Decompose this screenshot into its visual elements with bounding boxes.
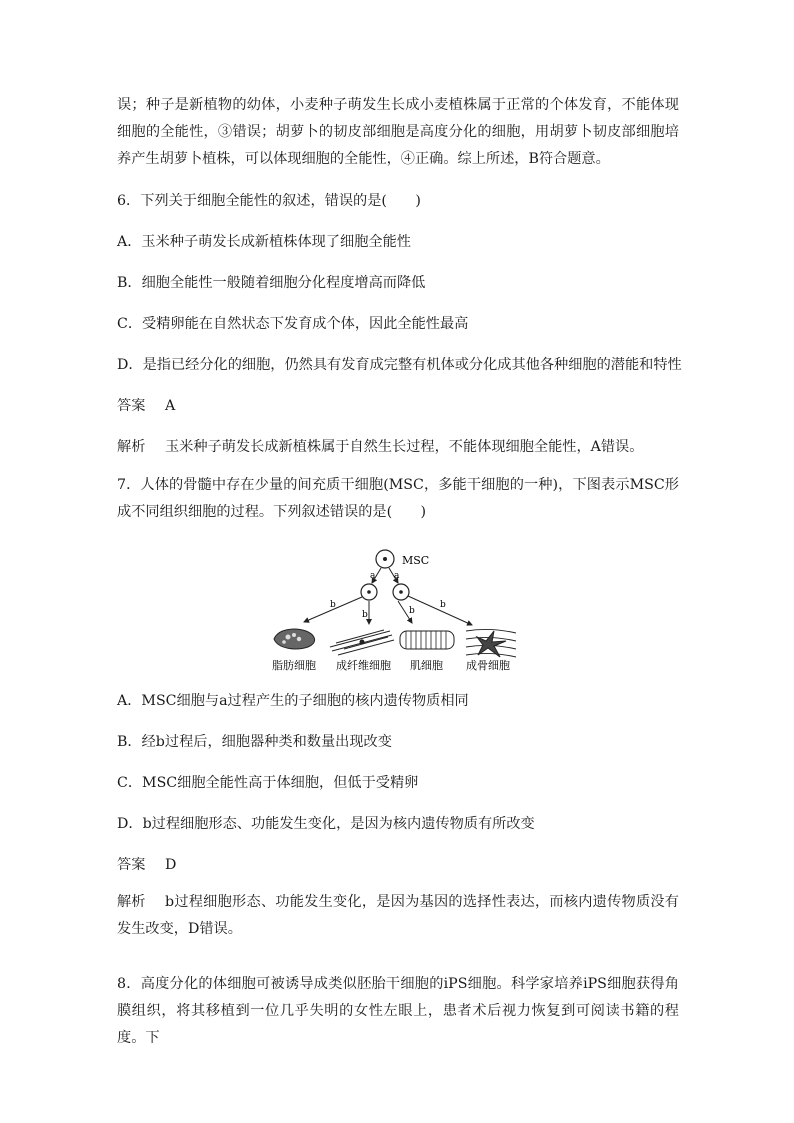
arrow-b-label-4: b (440, 600, 446, 610)
intro-paragraph: 误；种子是新植物的幼体，小麦种子萌发生长成小麦植株属于正常的个体发育，不能体现细胞的全能性，③错误；胡萝卜的韧皮部细胞是高度分化的细胞，用胡萝卜韧皮部细胞培养产生胡萝卜植株，可以体现细胞的全能性，④正确。综上所述，B符合题意。 (117, 97, 679, 167)
cell-label-muscle: 肌细胞 (410, 659, 443, 672)
analysis-text: b过程细胞形态、功能发生变化，是因为基因的选择性表达，而核内遗传物质没有发生改变，D错误。 (117, 894, 679, 937)
analysis-text: 玉米种子萌发长成新植株属于自然生长过程，不能体现细胞全能性，A错误。 (165, 439, 644, 455)
arrow-b-label-2: b (362, 610, 368, 620)
msc-nucleus (383, 557, 387, 561)
cell-label-fibroblast: 成纤维细胞 (336, 659, 391, 672)
arrow-a-label: a (370, 571, 376, 581)
daughter-nucleus-right (399, 590, 403, 594)
q7-answer (117, 854, 176, 874)
q7-option-c: C．MSC细胞全能性高于体细胞，但低于受精卵 (117, 775, 419, 791)
fat-droplet (292, 633, 296, 637)
q7-option-b: B．经b过程后，细胞器种类和数量出现改变 (117, 734, 392, 750)
q7-option-d: D．b过程细胞形态、功能发生变化，是因为核内遗传物质有所改变 (117, 816, 535, 832)
arrow-b-label-1: b (330, 600, 336, 610)
msc-label: MSC (402, 554, 430, 567)
q6-option-b: B．细胞全能性一般随着细胞分化程度增高而降低 (117, 275, 426, 291)
msc-differentiation-figure (272, 547, 522, 672)
fat-droplet (282, 640, 286, 644)
answer-label: 答案 (117, 857, 146, 873)
q6-option-c: C．受精卵能在自然状态下发育成个体，因此全能性最高 (117, 316, 469, 332)
arrow-b-label-3: b (409, 606, 415, 616)
q7-option-a: A．MSC细胞与a过程产生的子细胞的核内遗传物质相同 (117, 693, 469, 709)
fat-droplet (297, 637, 301, 641)
q6-option-a: A．玉米种子萌发长成新植株体现了细胞全能性 (117, 234, 411, 250)
analysis-label: 解析 (117, 894, 146, 910)
q6-analysis (117, 436, 643, 456)
q6-answer (117, 395, 175, 415)
q7-analysis (117, 889, 679, 943)
daughter-nucleus-left (367, 590, 371, 594)
fat-cell-shape (274, 629, 315, 649)
analysis-label: 解析 (117, 439, 146, 455)
muscle-cell-shape (400, 631, 454, 649)
q6-stem: 6．下列关于细胞全能性的叙述，错误的是( ) (117, 193, 421, 209)
arrow-a-label-2: a (394, 571, 400, 581)
cell-label-fat: 脂肪细胞 (272, 659, 316, 672)
q6-option-d: D．是指已经分化的细胞，仍然具有发育成完整有机体或分化成其他各种细胞的潜能和特性 (117, 357, 682, 373)
answer-value: D (165, 857, 177, 873)
q7-stem: 7．人体的骨髓中存在少量的间充质干细胞(MSC，多能干细胞的一种)，下图表示MSC形成不同组织细胞的过程。下列叙述错误的是( ) (117, 477, 679, 520)
figure-diagram (272, 547, 522, 672)
cell-label-bone: 成骨细胞 (466, 659, 510, 672)
answer-value: A (165, 398, 176, 414)
fibroblast-nucleus (360, 640, 365, 645)
fat-droplet (286, 635, 291, 640)
answer-label: 答案 (117, 398, 146, 414)
q8-stem: 8．高度分化的体细胞可被诱导成类似胚胎干细胞的iPS细胞。科学家培养iPS细胞获得角膜组织，将其移植到一位几乎失明的女性左眼上，患者术后视力恢复到可阅读书籍的程度。下 (117, 976, 679, 1046)
